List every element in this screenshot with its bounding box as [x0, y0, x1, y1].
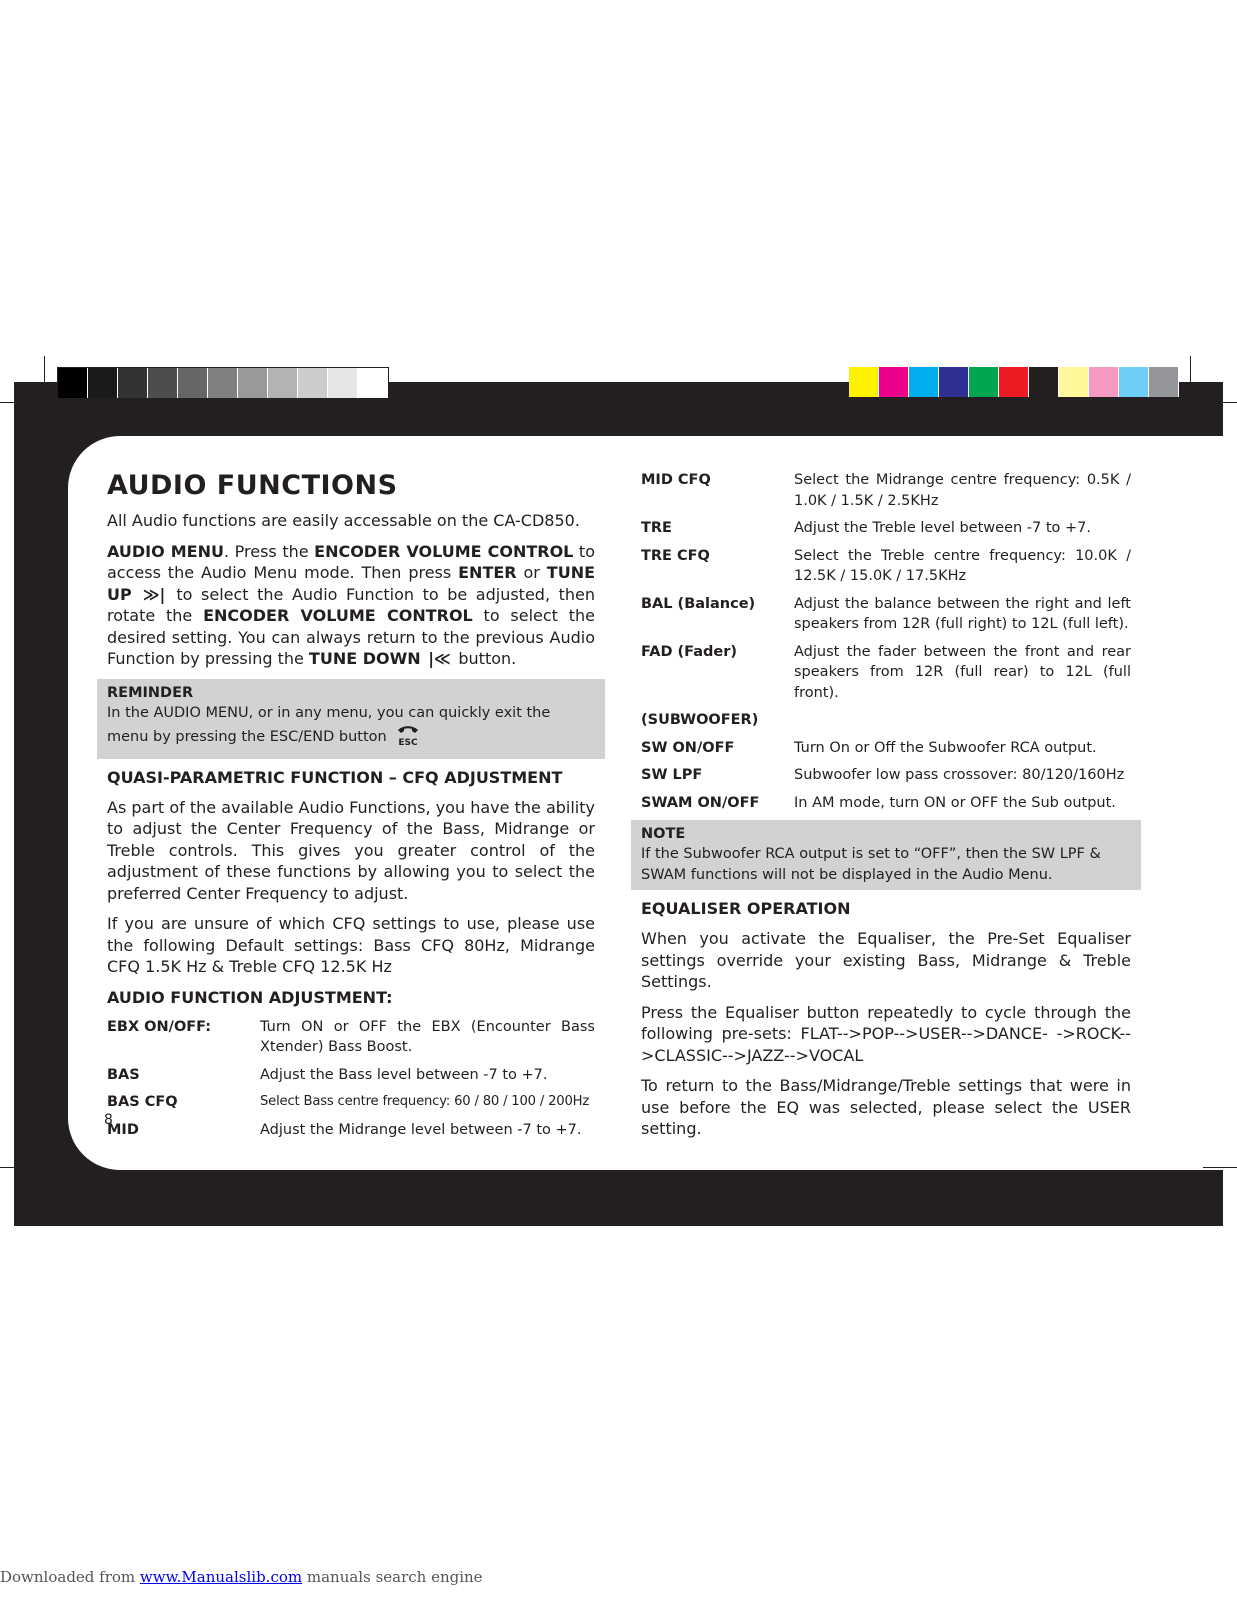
- right-settings-table: [641, 470, 1131, 813]
- text-run: to select the Audio Function to be adjusted, then rotate the: [107, 584, 595, 625]
- tune-up-icon: ≫|: [133, 584, 175, 604]
- audio-menu-paragraph: [107, 541, 595, 670]
- setting-key: BAL (Balance): [641, 595, 756, 612]
- right-column: [641, 470, 1131, 1149]
- setting-key: BAS: [107, 1066, 140, 1083]
- reminder-title: REMINDER: [107, 684, 194, 701]
- download-footer: [0, 1568, 483, 1586]
- note-box: [631, 820, 1141, 890]
- setting-desc: Select the Midrange centre frequency: 0.5K / 1.0K / 1.5K / 2.5KHz: [794, 472, 1131, 509]
- setting-key: TRE: [641, 520, 672, 536]
- audio-menu-label: AUDIO MENU: [107, 541, 224, 561]
- setting-row: [107, 1065, 595, 1086]
- setting-row: [107, 1017, 595, 1058]
- note-title: NOTE: [641, 826, 686, 842]
- setting-row: [641, 546, 1131, 587]
- setting-row: [641, 470, 1131, 511]
- setting-key: FAD (Fader): [641, 643, 738, 660]
- setting-row: [641, 642, 1131, 704]
- intro-text: All Audio functions are easily accessable on the CA-CD850.: [107, 511, 580, 530]
- setting-desc: Adjust the balance between the right and left speakers from 12R (full right) to 12L (full left).: [794, 595, 1131, 632]
- eq-paragraph-3: To return to the Bass/Midrange/Treble settings that were in use before the EQ was selected, please select the USER setting.: [641, 1076, 1131, 1138]
- setting-desc: Adjust the Midrange level between -7 to +7.: [260, 1121, 582, 1138]
- setting-desc: Adjust the fader between the front and rear speakers from 12R (full rear) to 12L (full front).: [794, 643, 1131, 701]
- setting-desc: Select the Treble centre frequency: 10.0K / 12.5K / 15.0K / 17.5KHz: [794, 547, 1131, 584]
- text-run: button.: [458, 649, 517, 668]
- text-run: or: [516, 563, 547, 582]
- text-run: . Press the: [224, 541, 315, 561]
- setting-key: EBX ON/OFF:: [107, 1018, 212, 1035]
- setting-desc: Turn ON or OFF the EBX (Encounter Bass Xtender) Bass Boost.: [260, 1018, 595, 1055]
- setting-desc: Adjust the Treble level between -7 to +7.: [794, 520, 1092, 536]
- cfq-heading: QUASI-PARAMETRIC FUNCTION – CFQ ADJUSTMENT: [107, 767, 563, 787]
- setting-key: TRE CFQ: [641, 547, 710, 564]
- page-number: 8: [104, 1112, 113, 1128]
- setting-row: [641, 710, 1131, 731]
- setting-key: SW ON/OFF: [641, 739, 735, 756]
- setting-desc: [794, 710, 1131, 731]
- setting-desc: In AM mode, turn ON or OFF the Sub output.: [794, 794, 1116, 811]
- setting-key: BAS CFQ: [107, 1094, 178, 1110]
- eq-paragraph-2: Press the Equaliser button repeatedly to cycle through the following pre-sets: FLAT-->POP-->USER-->DANCE- ->ROCK-->CLASSIC-->JAZZ-->VOCAL: [641, 1002, 1131, 1065]
- left-column: [107, 470, 595, 1147]
- setting-desc: Adjust the Bass level between -7 to +7.: [260, 1066, 548, 1083]
- setting-row: [107, 1092, 595, 1113]
- setting-desc: Subwoofer low pass crossover: 80/120/160Hz: [794, 767, 1125, 783]
- setting-row: [641, 518, 1131, 539]
- adjustment-heading: AUDIO FUNCTION ADJUSTMENT:: [107, 987, 393, 1007]
- setting-row: [641, 738, 1131, 759]
- setting-key: MID: [107, 1121, 139, 1138]
- subwoofer-group-label: (SUBWOOFER): [641, 712, 759, 728]
- left-settings-table: [107, 1017, 595, 1141]
- setting-key: SW LPF: [641, 767, 703, 783]
- encoder-label: ENCODER VOLUME CONTROL: [203, 606, 473, 625]
- page-title: AUDIO FUNCTIONS: [107, 470, 398, 501]
- reminder-box: [97, 679, 605, 759]
- reminder-text: [107, 703, 595, 754]
- footer-suffix: manuals search engine: [302, 1568, 483, 1586]
- setting-row: [107, 1120, 595, 1141]
- tune-up-label: TUNE UP: [107, 563, 596, 604]
- esc-phone-icon: [393, 723, 423, 754]
- setting-row: [641, 793, 1131, 814]
- setting-desc: Select Bass centre frequency: 60 / 80 / 100 / 200Hz: [260, 1094, 590, 1109]
- footer-prefix: Downloaded from: [0, 1568, 140, 1586]
- esc-icon-label: ESC: [398, 738, 418, 747]
- setting-desc: Turn On or Off the Subwoofer RCA output.: [794, 739, 1097, 756]
- eq-paragraph-1: When you activate the Equaliser, the Pre-Set Equaliser settings override your existing Bass, Midrange & Treble Settings.: [641, 929, 1131, 991]
- tune-down-label: TUNE DOWN: [308, 649, 421, 668]
- manualslib-link[interactable]: www.Manualslib.com: [139, 1568, 303, 1586]
- note-text: If the Subwoofer RCA output is set to “OFF”, then the SW LPF & SWAM functions will not be displayed in the Audio Menu.: [641, 846, 1101, 883]
- text-run: to select the desired setting. You can always return to the previous Audio Function by pressing the: [107, 606, 596, 668]
- encoder-label: ENCODER VOLUME CONTROL: [314, 541, 574, 561]
- setting-row: [641, 594, 1131, 635]
- cfq-paragraph-1: As part of the available Audio Functions, you have the ability to adjust the Center Frequency of the Bass, Midrange or Treble controls. This gives you greater control of the adjustment of these functions by allowing you to select the preferred Center Frequency to adjust.: [107, 797, 595, 903]
- enter-label: ENTER: [458, 563, 517, 582]
- setting-row: [641, 765, 1131, 786]
- text-run: to access the Audio Menu mode. Then press: [107, 541, 595, 582]
- setting-key: SWAM ON/OFF: [641, 794, 760, 811]
- setting-key: MID CFQ: [641, 472, 711, 488]
- eq-heading: EQUALISER OPERATION: [641, 899, 851, 918]
- tune-down-icon: |≪: [422, 649, 457, 668]
- cfq-paragraph-2: If you are unsure of which CFQ settings to use, please use the following Default settings: Bass CFQ 80Hz, Midrange CFQ 1.5K Hz & Treble CFQ 12.5K Hz: [107, 914, 595, 976]
- reminder-body: In the AUDIO MENU, or in any menu, you can quickly exit the menu by pressing the ESC/END button: [107, 704, 551, 745]
